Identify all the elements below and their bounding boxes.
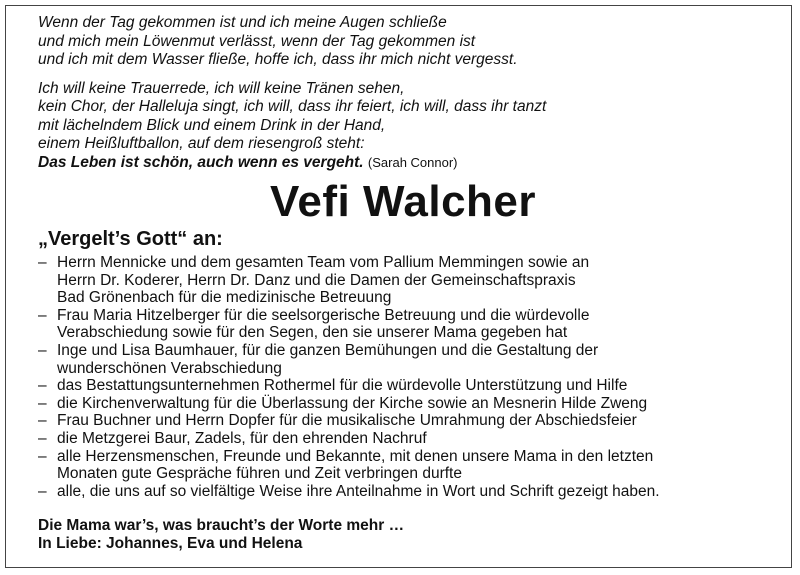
list-item: [38, 412, 768, 430]
poem-line: und mich mein Löwenmut verlässt, wenn der Tag gekommen ist: [38, 32, 476, 50]
dash-bullet: –: [38, 447, 47, 465]
dash-bullet: –: [38, 341, 47, 359]
list-item: [38, 395, 768, 413]
poem-stanza-2: [38, 80, 768, 173]
poem-stanza-1: [38, 14, 768, 70]
list-item-line: Inge und Lisa Baumhauer, für die ganzen Bemühungen und die Gestaltung der: [57, 341, 599, 359]
closing: [38, 517, 768, 553]
poem-line: Ich will keine Trauerrede, ich will keine Tränen sehen,: [38, 79, 405, 97]
list-item-line: alle, die uns auf so vielfältige Weise ihre Anteilnahme in Wort und Schrift gezeigt haben.: [57, 482, 660, 500]
list-item: [38, 377, 768, 395]
list-item: [38, 342, 768, 377]
dash-bullet: –: [38, 412, 47, 430]
list-item: [38, 430, 768, 448]
thanks-list: [38, 254, 768, 500]
dash-bullet: –: [38, 394, 47, 412]
list-item-line: die Kirchenverwaltung für die Überlassung der Kirche sowie an Mesnerin Hilde Zweng: [57, 394, 648, 412]
thanks-heading: „Vergelt’s Gott“ an:: [38, 228, 223, 250]
dash-bullet: –: [38, 306, 47, 324]
dash-bullet: –: [38, 377, 47, 395]
poem-line: Wenn der Tag gekommen ist und ich meine Augen schließe: [38, 14, 447, 31]
list-item-line: Frau Buchner und Herrn Dopfer für die musikalische Umrahmung der Abschiedsfeier: [57, 412, 637, 430]
poem-bold-line: Das Leben ist schön, auch wenn es vergeht.: [38, 153, 364, 171]
list-item-line: Herrn Dr. Koderer, Herrn Dr. Danz und die Damen der Gemeinschaftspraxis: [57, 271, 576, 289]
list-item-line: alle Herzensmenschen, Freunde und Bekannte, mit denen unsere Mama in den letzten: [57, 447, 654, 465]
dash-bullet: –: [38, 482, 47, 500]
list-item-line: Bad Grönenbach für die medizinische Betreuung: [57, 289, 392, 307]
poem-line: einem Heißluftballon, auf dem riesengroß steht:: [38, 135, 365, 152]
list-item: [38, 307, 768, 342]
list-item: [38, 448, 768, 483]
list-item-line: die Metzgerei Baur, Zadels, für den ehrenden Nachruf: [57, 429, 427, 447]
poem-citation: (Sarah Connor): [367, 154, 458, 170]
poem-line: mit lächelndem Blick und einem Drink in der Hand,: [38, 116, 386, 134]
list-item-line: das Bestattungsunternehmen Rothermel für die würdevolle Unterstützung und Hilfe: [57, 377, 628, 395]
list-item: [38, 483, 768, 501]
signature-line: In Liebe: Johannes, Eva und Helena: [38, 535, 303, 553]
closing-line: Die Mama war’s, was braucht’s der Worte mehr …: [38, 517, 405, 535]
list-item-line: Monaten gute Gespräche führen und Zeit verbringen durfte: [57, 465, 462, 483]
dash-bullet: –: [38, 254, 47, 271]
deceased-name: Vefi Walcher: [269, 177, 537, 226]
list-item: [38, 254, 768, 307]
list-item-line: wunderschönen Verabschiedung: [57, 359, 282, 377]
poem-line: kein Chor, der Halleluja singt, ich will, dass ihr feiert, ich will, dass ihr tanzt: [38, 98, 547, 115]
list-item-line: Herrn Mennicke und dem gesamten Team vom Pallium Memmingen sowie an: [57, 254, 590, 271]
poem-final-line: [38, 154, 768, 173]
obituary-notice: [38, 14, 768, 553]
list-item-line: Verabschiedung sowie für den Segen, den sie unserer Mama gegeben hat: [57, 324, 568, 342]
list-item-line: Frau Maria Hitzelberger für die seelsorgerische Betreuung und die würdevolle: [57, 306, 590, 324]
dash-bullet: –: [38, 429, 47, 447]
poem-line: und ich mit dem Wasser fließe, hoffe ich, dass ihr mich nicht vergesst.: [38, 51, 518, 68]
